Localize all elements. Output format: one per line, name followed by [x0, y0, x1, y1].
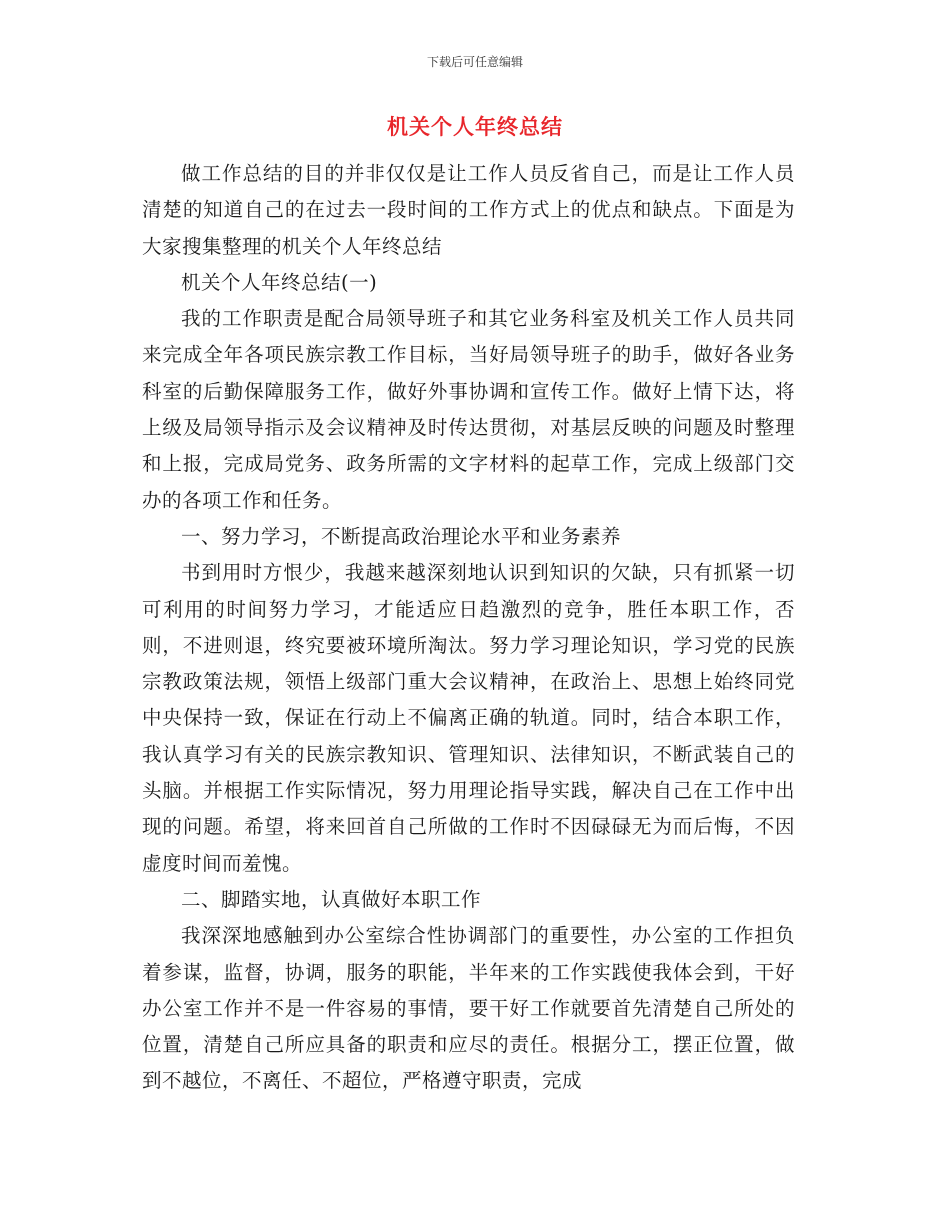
document-body [142, 156, 795, 1100]
intro-paragraph: 做工作总结的目的并非仅仅是让工作人员反省自己，而是让工作人员清楚的知道自己的在过去一段时间的工作方式上的优点和缺点。下面是为大家搜集整理的机关个人年终总结 [142, 162, 795, 258]
job-duties-paragraph: 我的工作职责是配合局领导班子和其它业务科室及机关工作人员共同来完成全年各项民族宗教工作目标，当好局领导班子的助手，做好各业务科室的后勤保障服务工作，做好外事协调和宣传工作。做好上情下达，将上级及局领导指示及会议精神及时传达贯彻，对基层反映的问题及时整理和上报，完成局党务、政务所需的文字材料的起草工作，完成上级部门交办的各项工作和任务。 [142, 307, 795, 512]
subheading-study: 一、努力学习，不断提高政治理论水平和业务素养 [181, 524, 622, 548]
document-title: 机关个人年终总结 [387, 114, 563, 139]
study-paragraph: 书到用时方恨少，我越来越深刻地认识到知识的欠缺，只有抓紧一切可利用的时间努力学习，才能适应日趋激烈的竞争，胜任本职工作，否则，不进则退，终究要被环境所淘汰。努力学习理论知识，学习党的民族宗教政策法规，领悟上级部门重大会议精神，在政治上、思想上始终同党中央保持一致，保证在行动上不偏离正确的轨道。同时，结合本职工作，我认真学习有关的民族宗教知识、管理知识、法律知识，不断武装自己的头脑。并根据工作实际情况，努力用理论指导实践，解决自己在工作中出现的问题。希望，将来回首自己所做的工作时不因碌碌无为而后悔，不因虚度时间而羞愧。 [142, 561, 795, 875]
section-heading-part-one: 机关个人年终总结(一) [181, 270, 378, 294]
work-paragraph: 我深深地感触到办公室综合性协调部门的重要性，办公室的工作担负着参谋，监督，协调，服务的职能，半年来的工作实践使我体会到，干好办公室工作并不是一件容易的事情，要干好工作就要首先清楚自己所处的位置，清楚自己所应具备的职责和应尽的责任。根据分工，摆正位置，做到不越位，不离任、不超位，严格遵守职责，完成 [142, 924, 795, 1093]
page-header: 下载后可任意编辑 [426, 55, 523, 69]
subheading-work: 二、脚踏实地，认真做好本职工作 [181, 887, 482, 911]
